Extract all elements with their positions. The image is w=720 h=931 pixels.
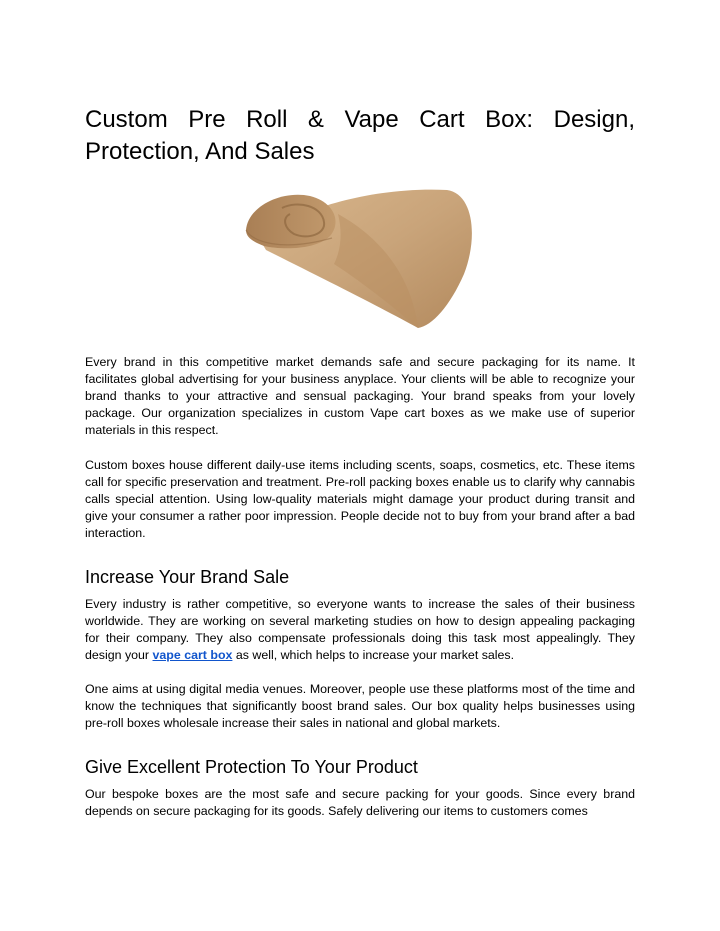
digital-media-paragraph: One aims at using digital media venues. Moreover, people use these platforms most of the time and know the techniques that significantly boost brand sales. Our box quality helps businesses using pre-roll boxes wholesale increase their sales in national and global markets. — [85, 682, 635, 730]
section-heading-protection: Give Excellent Protection To Your Product — [85, 757, 418, 777]
brand-sale-paragraph — [85, 596, 635, 664]
protection-paragraph: Our bespoke boxes are the most safe and secure packing for your goods. Since every brand depends on secure packaging for its goods. Safely delivering our items to customers comes — [85, 787, 635, 818]
paragraph-text: as well, which helps to increase your market sales. — [232, 648, 515, 662]
intro-paragraph: Every brand in this competitive market demands safe and secure packaging for its name. It facilitates global advertising for your business anyplace. Your clients will be able to recognize your brand thanks to your attractive and sensual packaging. Your brand speaks from your lovely package. Our organization specializes in custom Vape cart boxes as we make use of superior materials in this respect. — [85, 355, 635, 437]
body-paragraph: Custom boxes house different daily-use items including scents, soaps, cosmetics, etc. These items call for specific preservation and treatment. Pre-roll packing boxes enable us to clarify why cannabis calls special attention. Using low-quality materials might damage your product during transit and give your consumer a rather poor impression. People decide not to buy from your brand after a bad interaction. — [85, 458, 635, 540]
kraft-paper-box-image — [242, 178, 482, 330]
section-heading-brand-sale: Increase Your Brand Sale — [85, 567, 290, 587]
page-title: Custom Pre Roll & Vape Cart Box: Design, Protection, And Sales — [85, 106, 635, 165]
vape-cart-box-link[interactable]: vape cart box — [152, 648, 233, 662]
paragraph-text: Every industry is rather competitive, so everyone wants to increase the sales of their business worldwide. They are working on several marketing studies on how to design appealing packaging for their company. They also compensate professionals doing this task most appealingly. They design your — [85, 597, 635, 662]
